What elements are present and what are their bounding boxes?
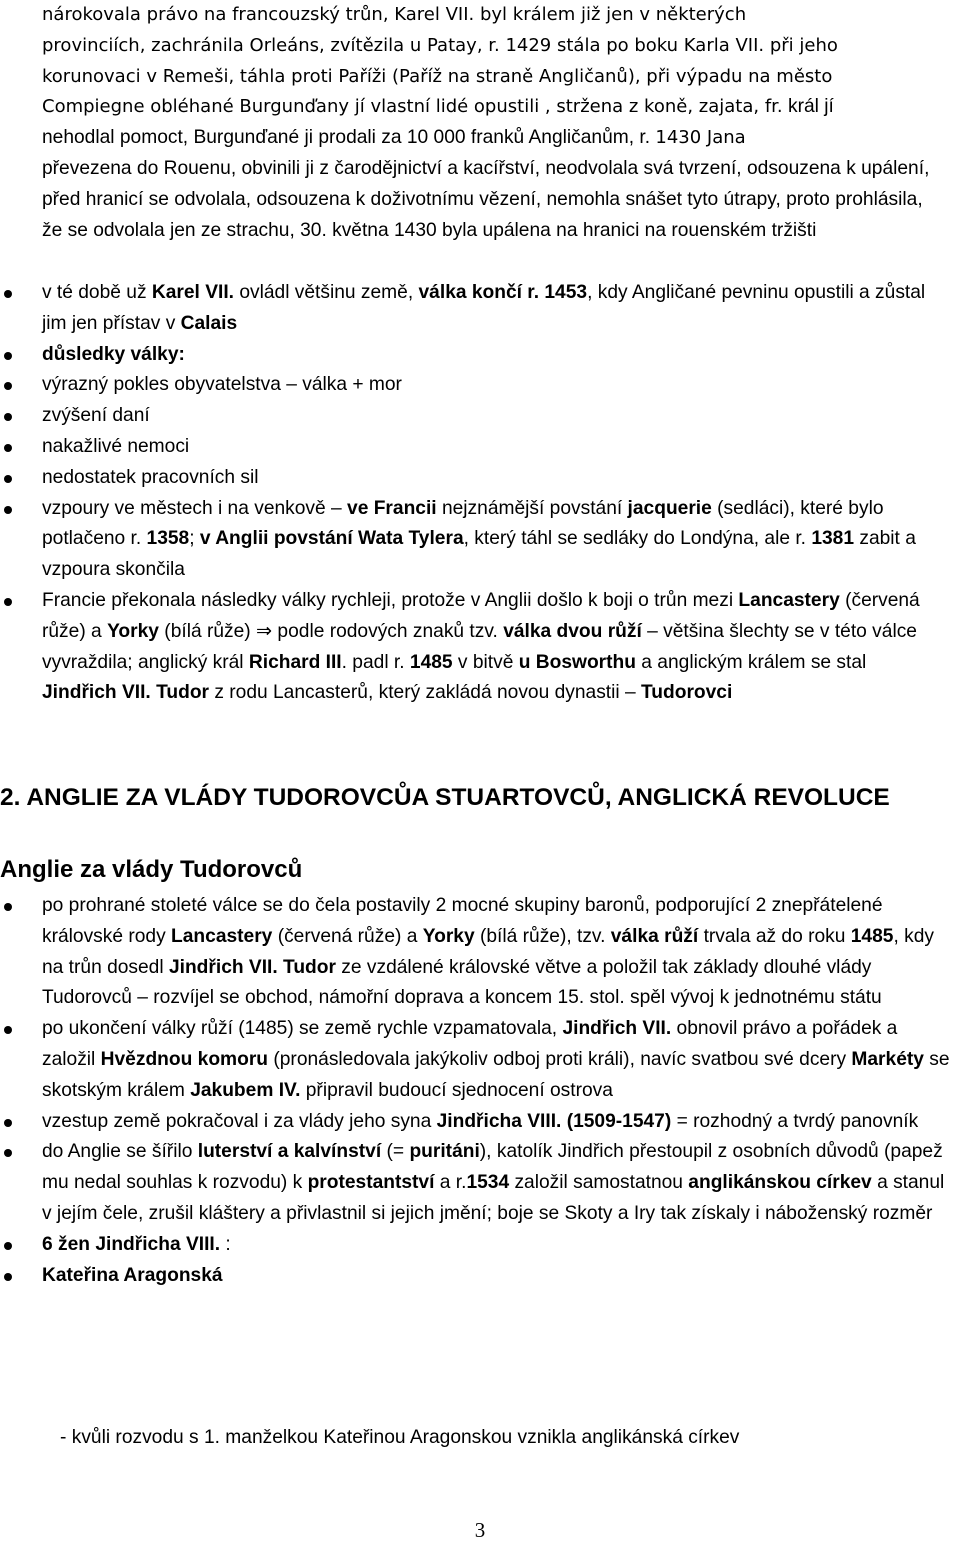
bold-text: u Bosworthu bbox=[518, 651, 636, 673]
intro-text: král jí bbox=[787, 96, 834, 118]
bold-text: 1534 bbox=[466, 1172, 510, 1194]
bold-text: ve Francii bbox=[347, 497, 437, 519]
bold-text: Kateřina Aragonská bbox=[42, 1264, 223, 1286]
text: a anglickým králem se stal bbox=[635, 651, 867, 673]
list-item bbox=[0, 586, 940, 709]
text: připravil budoucí sjednocení ostrova bbox=[300, 1079, 613, 1101]
text: podle rodových znaků tzv. bbox=[272, 620, 504, 642]
text: – většina šlechty se v této válce vyvraždila; anglický král bbox=[42, 620, 917, 673]
text: vzpoury ve městech i na venkově – bbox=[42, 497, 348, 519]
bold-text: důsledky války: bbox=[42, 343, 185, 365]
list-item bbox=[0, 494, 940, 586]
text: ), katolík Jindřich přestoupil z osobních důvodů (papež mu nedal souhlas k rozvodu) k bbox=[42, 1141, 943, 1194]
bold-text: Calais bbox=[180, 312, 238, 334]
bold-text: válka končí r. 1453 bbox=[418, 282, 588, 303]
bullet-icon bbox=[4, 1149, 12, 1157]
text: . padl r. bbox=[341, 651, 410, 673]
list-item bbox=[0, 463, 940, 494]
intro-line: provinciích, zachránila Orleáns, zvítězila u Patay, r. 1429 stála po boku Karla VII. při jeho bbox=[42, 34, 838, 56]
bullet-icon bbox=[4, 1273, 12, 1281]
text: (= bbox=[381, 1141, 410, 1163]
text: (červená růže) a bbox=[42, 589, 920, 642]
text: a r. bbox=[434, 1172, 467, 1194]
bold-text: 1485 bbox=[409, 651, 453, 673]
list-item bbox=[0, 1014, 950, 1106]
text: nedostatek pracovních sil bbox=[42, 466, 259, 488]
text: ze vzdálené královské větve a položil tak základy dlouhé vlády Tudorovců – rozvíjel se obchod, námořní doprava a koncem 15. stol. spěl vývoj k jednotnému státu bbox=[42, 956, 882, 1009]
bullet-icon bbox=[4, 1119, 12, 1127]
text: = rozhodný a tvrdý panovník bbox=[671, 1110, 919, 1132]
text: , kdy na trůn dosedl bbox=[42, 925, 934, 978]
text: obnovil právo a pořádek a založil bbox=[42, 1018, 898, 1070]
bullet-icon bbox=[4, 598, 12, 606]
intro-text: 1430 Jana bbox=[655, 127, 746, 149]
text: nejznámější povstání bbox=[436, 497, 628, 519]
sub-heading: Anglie za vlády Tudorovců bbox=[0, 856, 303, 883]
text: , který táhl se sedláky do Londýna, ale r. bbox=[463, 528, 812, 550]
intro-line bbox=[42, 123, 947, 154]
dash-list-item: - kvůli rozvodu s 1. manželkou Kateřinou Aragonskou vznikla anglikánská církev bbox=[60, 1427, 740, 1448]
text: (bílá růže) bbox=[158, 620, 257, 642]
text: v té době už bbox=[42, 282, 152, 303]
text: do Anglie se šířilo bbox=[42, 1141, 198, 1163]
bullet-icon bbox=[4, 1026, 12, 1034]
bold-text: Markéty bbox=[851, 1048, 924, 1070]
text: trvala až do roku bbox=[698, 925, 851, 947]
list-item bbox=[0, 891, 950, 1014]
list-item bbox=[0, 1230, 950, 1261]
intro-text: nehodlal pomoct, Burgunďané ji prodali za 10 000 franků Angličanům, r. bbox=[42, 127, 651, 149]
bullet-icon bbox=[4, 475, 12, 483]
text: ovládl většinu země, bbox=[234, 282, 419, 303]
text: po prohrané stoleté válce se do čela postavily 2 mocné skupiny baronů, podporující 2 znepřátelené královské rody bbox=[42, 895, 883, 947]
list-item bbox=[0, 432, 940, 463]
text: vzestup země pokračoval i za vlády jeho syna bbox=[42, 1110, 437, 1132]
page-number: 3 bbox=[474, 1518, 486, 1542]
bold-text: Jakubem IV. bbox=[190, 1079, 301, 1101]
bullet-icon bbox=[4, 382, 12, 390]
list-item bbox=[0, 370, 940, 401]
bold-text: Yorky bbox=[107, 620, 159, 642]
text: , kdy Angličané pevninu opustili a zůstal jim jen přístav v bbox=[42, 282, 926, 334]
list-item bbox=[0, 278, 940, 340]
text: Francie překonala následky války rychleji, protože v Anglii došlo k boji o trůn mezi bbox=[42, 589, 739, 611]
text: po ukončení války růží (1485) se země rychle vzpamatovala, bbox=[42, 1018, 563, 1040]
text: ; bbox=[189, 528, 200, 550]
text: výrazný pokles obyvatelstva – válka + mor bbox=[42, 374, 402, 396]
bold-text: anglikánskou církev bbox=[688, 1172, 872, 1194]
consequences-list bbox=[0, 278, 940, 709]
bullet-icon bbox=[4, 506, 12, 514]
list-item bbox=[0, 340, 940, 371]
bold-text: 1358 bbox=[146, 528, 190, 550]
bold-text: Jindřicha VIII. (1509-1547) bbox=[436, 1110, 672, 1132]
intro-line: nárokovala právo na francouzský trůn, Karel VII. byl králem již jen v některých bbox=[42, 4, 747, 25]
bold-text: v Anglii povstání Wata Tylera bbox=[199, 528, 464, 550]
text: (pronásledovala jakýkoliv odboj proti králi), navíc svatbou své dcery bbox=[268, 1048, 852, 1070]
bold-text: Hvězdnou komoru bbox=[100, 1048, 269, 1070]
intro-text: Compiegne obléhané Burgunďany jí vlastní lidé opustili , stržena z koně, zajata, fr. bbox=[42, 96, 783, 118]
arrow-icon: ⇒ bbox=[256, 620, 273, 642]
bold-text: Tudorovci bbox=[640, 682, 733, 704]
intro-rest: převezena do Rouenu, obvinili ji z čarodějnictví a kacířství, neodvolala svá tvrzení, odsouzena k upálení, před hranicí se odvolala, odsouzena k doživotnímu vězení, nemohla snášet tyto útrapy, proto prohlásila, že se odvolala jen ze strachu, 30. května 1430 byla upálena na hranici na rouenském tržišti bbox=[42, 157, 930, 241]
bullet-icon bbox=[4, 413, 12, 421]
text: v bitvě bbox=[452, 651, 519, 673]
bold-text: Jindřich VII. bbox=[562, 1018, 672, 1040]
tudor-list bbox=[0, 891, 950, 1291]
text: a stanul v jejím čele, zrušil kláštery a přivlastnil si jejich jmění; boje se Skoty a Iry tak získaly i náboženský rozměr bbox=[42, 1172, 945, 1224]
bold-text: válka dvou růží bbox=[503, 620, 642, 642]
list-item bbox=[0, 1137, 950, 1229]
text: založil samostatnou bbox=[509, 1172, 689, 1194]
bullet-icon bbox=[4, 444, 12, 452]
text: (bílá růže), tzv. bbox=[474, 925, 611, 947]
bold-text: Karel VII. bbox=[151, 282, 234, 303]
text: : bbox=[220, 1233, 231, 1255]
section-heading: 2. ANGLIE ZA VLÁDY TUDOROVCŮA STUARTOVCŮ, ANGLICKÁ REVOLUCE bbox=[0, 784, 890, 811]
text: zvýšení daní bbox=[42, 405, 150, 427]
bold-text: 1485 bbox=[850, 925, 894, 947]
list-item bbox=[0, 401, 940, 432]
bullet-icon bbox=[4, 290, 12, 298]
text: zabit a vzpoura skončila bbox=[42, 528, 916, 581]
bullet-icon bbox=[4, 352, 12, 360]
bold-text: Yorky bbox=[422, 925, 475, 947]
intro-line: korunovaci v Remeši, táhla proti Paříži (Paříž na straně Angličanů), při výpadu na město bbox=[42, 65, 833, 87]
bold-text: 6 žen Jindřicha VIII. bbox=[42, 1233, 221, 1255]
text: (červená růže) a bbox=[272, 925, 423, 947]
bold-text: protestantství bbox=[307, 1172, 435, 1194]
text: nakažlivé nemoci bbox=[42, 435, 190, 457]
intro-paragraph bbox=[42, 0, 947, 246]
bold-text: válka růží bbox=[610, 925, 699, 947]
bold-text: puritáni bbox=[409, 1141, 480, 1163]
bullet-icon bbox=[4, 903, 12, 911]
bold-text: Richard III bbox=[248, 651, 342, 673]
bold-text: 1381 bbox=[811, 528, 855, 550]
bold-text: luterství a kalvínství bbox=[197, 1141, 382, 1163]
text: se skotským králem bbox=[42, 1048, 950, 1101]
bold-text: Jindřich VII. Tudor bbox=[42, 682, 210, 704]
bold-text: Lancastery bbox=[738, 589, 840, 611]
list-item bbox=[0, 1107, 950, 1138]
list-item bbox=[0, 1261, 950, 1292]
text: z rodu Lancasterů, který zakládá novou dynastii – bbox=[209, 682, 641, 704]
bold-text: jacquerie bbox=[627, 497, 712, 519]
text: (sedláci), které bylo potlačeno r. bbox=[42, 497, 884, 550]
intro-line bbox=[42, 92, 947, 123]
bold-text: Lancastery bbox=[171, 925, 273, 947]
bullet-icon bbox=[4, 1242, 12, 1250]
bold-text: Jindřich VII. Tudor bbox=[168, 956, 336, 978]
